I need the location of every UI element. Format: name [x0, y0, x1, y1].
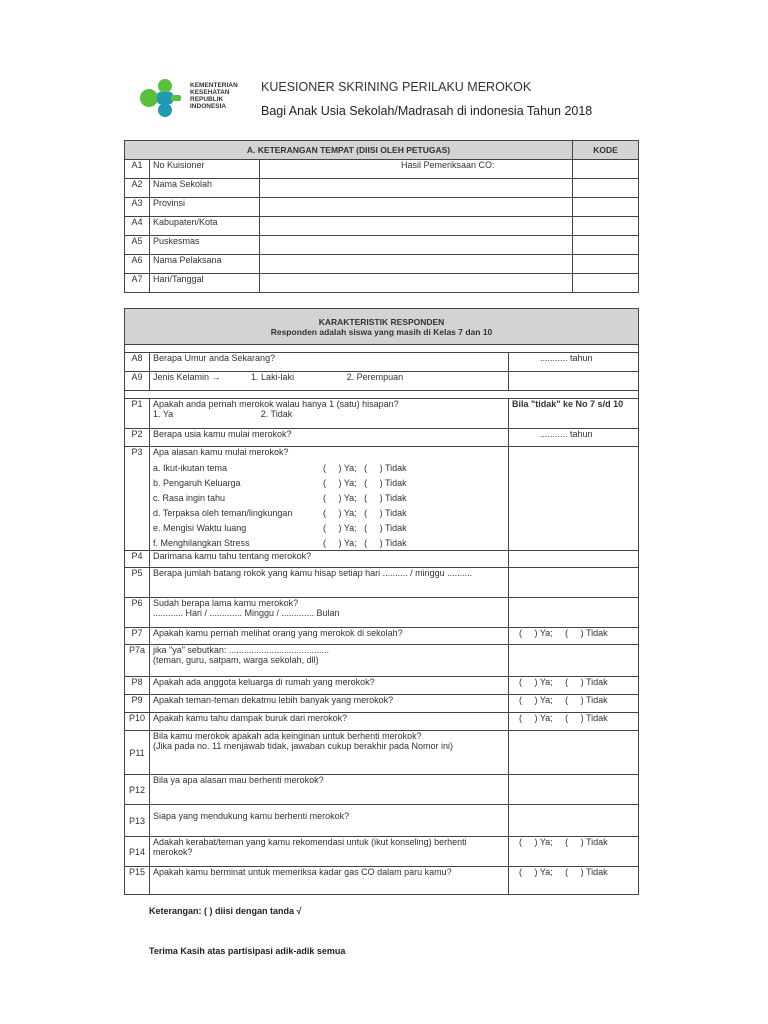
row-value-field[interactable]: [260, 160, 573, 179]
question-number: P7: [125, 628, 150, 645]
ministry-logo: [135, 76, 255, 120]
question-number: P10: [125, 713, 150, 731]
row-label: Hari/Tanggal: [150, 274, 260, 293]
reason-item: [153, 460, 505, 475]
duration-fill-line[interactable]: ............ Hari / ............. Minggu / ............. Bulan: [153, 608, 340, 618]
yes-no-options: ( ) Ya; ( ) Tidak: [519, 867, 608, 877]
row-value-field[interactable]: [260, 274, 573, 293]
row-number: A2: [125, 179, 150, 198]
code-field[interactable]: [573, 198, 639, 217]
row-value-field[interactable]: [260, 217, 573, 236]
row-number: A6: [125, 255, 150, 274]
reason-list: [153, 460, 505, 550]
answer-field[interactable]: [509, 731, 639, 775]
question-text: [150, 399, 509, 429]
question-text: Berapa usia kamu mulai merokok?: [150, 429, 509, 447]
answer-field[interactable]: [509, 775, 639, 805]
question-label: Jenis Kelamin →: [153, 372, 221, 382]
question-number: P6: [125, 598, 150, 628]
thank-you-note: Terima Kasih atas partisipasi adik-adik semua: [149, 946, 346, 956]
section-b-subtitle: Responden adalah siswa yang masih di Kelas 7 dan 10: [270, 326, 493, 337]
answer-field[interactable]: [509, 447, 639, 551]
reason-item: [153, 535, 505, 550]
yes-no-checkbox[interactable]: [509, 867, 639, 895]
reason-label: d. Terpaksa oleh teman/lingkungan: [153, 507, 293, 518]
co-result-label: Hasil Pemeriksaan CO:: [401, 160, 495, 170]
reason-label: a. Ikut-ikutan tema: [153, 462, 228, 473]
yes-no-checkbox[interactable]: [509, 837, 639, 867]
code-field[interactable]: [573, 255, 639, 274]
answer-hint: ........... tahun: [540, 353, 593, 363]
code-field[interactable]: [573, 274, 639, 293]
question-number: P11: [125, 731, 150, 775]
reason-label: c. Rasa ingin tahu: [153, 492, 226, 503]
question-number: P8: [125, 677, 150, 695]
reason-item: [153, 475, 505, 490]
answer-field[interactable]: [509, 645, 639, 677]
section-b-table: [124, 308, 639, 895]
yes-no-options: ( ) Ya; ( ) Tidak: [519, 677, 608, 687]
answer-field[interactable]: [509, 598, 639, 628]
reason-item: [153, 490, 505, 505]
section-b-title: KARAKTERISTIK RESPONDEN: [318, 316, 445, 327]
question-text: [150, 447, 509, 551]
question-text: Apakah kamu berminat untuk memeriksa kadar gas CO dalam paru kamu?: [150, 867, 509, 895]
code-field[interactable]: [573, 217, 639, 236]
footnote: Keterangan: ( ) diisi dengan tanda √: [149, 906, 302, 916]
question-text: Apakah kamu pernah melihat orang yang merokok di sekolah?: [150, 628, 509, 645]
answer-field[interactable]: [509, 353, 639, 372]
answer-field[interactable]: [509, 805, 639, 837]
yes-no-options: ( ) Ya; ( ) Tidak: [519, 837, 608, 847]
yes-no-options: ( ) Ya; ( ) Tidak: [519, 695, 608, 705]
spacer-row: [125, 345, 639, 353]
yes-no-checkbox[interactable]: ( ) Ya; ( ) Tidak: [323, 537, 407, 548]
skip-instruction: Bila "tidak" ke No 7 s/d 10: [509, 399, 639, 429]
question-text: Apakah kamu tahu dampak buruk dari merokok?: [150, 713, 509, 731]
reason-label: f. Menghilangkan Stress: [153, 537, 250, 548]
question-label: Apa alasan kamu mulai merokok?: [153, 447, 289, 457]
yes-no-checkbox[interactable]: [509, 677, 639, 695]
question-text: Apakah ada anggota keluarga di rumah yang merokok?: [150, 677, 509, 695]
row-number: A1: [125, 160, 150, 179]
question-number: P3: [125, 447, 150, 551]
question-number: P14: [125, 837, 150, 867]
question-text: Berapa jumlah batang rokok yang kamu hisap setiap hari .......... / minggu ..........: [150, 568, 509, 598]
yes-no-checkbox[interactable]: [509, 628, 639, 645]
code-header: KODE: [573, 141, 639, 160]
row-value-field[interactable]: [260, 236, 573, 255]
yes-no-checkbox[interactable]: ( ) Ya; ( ) Tidak: [323, 477, 407, 488]
question-number: P5: [125, 568, 150, 598]
question-number: A8: [125, 353, 150, 372]
question-text: Darimana kamu tahu tentang merokok?: [150, 551, 509, 568]
yes-no-checkbox[interactable]: ( ) Ya; ( ) Tidak: [323, 492, 407, 503]
section-a-table: [124, 140, 639, 293]
question-label[interactable]: jika "ya" sebutkan: ........................................: [153, 645, 329, 655]
question-number: P1: [125, 399, 150, 429]
yes-no-checkbox[interactable]: ( ) Ya; ( ) Tidak: [323, 507, 407, 518]
question-text: [150, 731, 509, 775]
logo-text: KEMENTERIAN KESEHATAN REPUBLIK INDONESIA: [190, 82, 238, 110]
answer-field[interactable]: [509, 551, 639, 568]
yes-no-checkbox[interactable]: [509, 695, 639, 713]
option-male[interactable]: 1. Laki-laki: [251, 372, 295, 382]
question-hint: (teman, guru, satpam, warga sekolah, dll): [153, 655, 319, 665]
question-number: P7a: [125, 645, 150, 677]
option-yes[interactable]: 1. Ya: [153, 409, 174, 419]
option-no[interactable]: 2. Tidak: [260, 409, 293, 419]
code-field[interactable]: [573, 179, 639, 198]
yes-no-checkbox[interactable]: [509, 713, 639, 731]
question-number: P2: [125, 429, 150, 447]
question-number: P4: [125, 551, 150, 568]
row-number: A5: [125, 236, 150, 255]
section-a-heading: A. KETERANGAN TEMPAT (DIISI OLEH PETUGAS): [125, 141, 573, 160]
reason-label: b. Pengaruh Keluarga: [153, 477, 241, 488]
question-hint: (Jika pada no. 11 menjawab tidak, jawaban cukup berakhir pada Nomor ini): [153, 741, 454, 751]
code-field[interactable]: [573, 160, 639, 179]
row-label: No Kuisioner: [150, 160, 260, 179]
answer-hint: ........... tahun: [540, 429, 593, 439]
reason-label: e. Mengisi Waktu luang: [153, 522, 247, 533]
question-number: P12: [125, 775, 150, 805]
question-text: [150, 645, 509, 677]
answer-field[interactable]: [509, 429, 639, 447]
question-label: Sudah berapa lama kamu merokok?: [153, 598, 299, 608]
row-number: A7: [125, 274, 150, 293]
document-title: KUESIONER SKRINING PERILAKU MEROKOK: [261, 80, 532, 94]
yes-no-checkbox[interactable]: ( ) Ya; ( ) Tidak: [323, 462, 407, 473]
yes-no-checkbox[interactable]: ( ) Ya; ( ) Tidak: [323, 522, 407, 533]
spacer-row: [125, 391, 639, 399]
row-label: Nama Pelaksana: [150, 255, 260, 274]
question-number: P9: [125, 695, 150, 713]
document-subtitle: Bagi Anak Usia Sekolah/Madrasah di indonesia Tahun 2018: [261, 104, 593, 118]
question-text: [150, 372, 509, 391]
row-value-field[interactable]: [260, 198, 573, 217]
row-label: Kabupaten/Kota: [150, 217, 260, 236]
question-label: Apakah anda pernah merokok walau hanya 1 (satu) hisapan?: [153, 399, 399, 409]
code-field[interactable]: [573, 236, 639, 255]
row-label: Provinsi: [150, 198, 260, 217]
row-number: A4: [125, 217, 150, 236]
yes-no-options: ( ) Ya; ( ) Tidak: [519, 628, 608, 638]
question-text: Adakah kerabat/teman yang kamu rekomendasi untuk (ikut konseling) berhenti merokok?: [150, 837, 509, 867]
ministry-logo-icon: [135, 76, 187, 120]
question-text: Berapa Umur anda Sekarang?: [150, 353, 509, 372]
question-text: Apakah teman-teman dekatmu lebih banyak yang merokok?: [150, 695, 509, 713]
question-number: A9: [125, 372, 150, 391]
question-number: P15: [125, 867, 150, 895]
question-text: Bila ya apa alasan mau berhenti merokok?: [150, 775, 509, 805]
row-label: Puskesmas: [150, 236, 260, 255]
question-text: [150, 598, 509, 628]
row-label: Nama Sekolah: [150, 179, 260, 198]
answer-field[interactable]: [509, 372, 639, 391]
question-text: Siapa yang mendukung kamu berhenti merokok?: [150, 805, 509, 837]
row-value-field[interactable]: [260, 179, 573, 198]
option-female[interactable]: 2. Perempuan: [346, 372, 404, 382]
reason-item: [153, 520, 505, 535]
row-number: A3: [125, 198, 150, 217]
yes-no-options: ( ) Ya; ( ) Tidak: [519, 713, 608, 723]
question-number: P13: [125, 805, 150, 837]
answer-field[interactable]: [509, 568, 639, 598]
row-value-field[interactable]: [260, 255, 573, 274]
reason-item: [153, 505, 505, 520]
question-label: Bila kamu merokok apakah ada keinginan untuk berhenti merokok?: [153, 731, 422, 741]
section-b-heading: [125, 309, 639, 345]
